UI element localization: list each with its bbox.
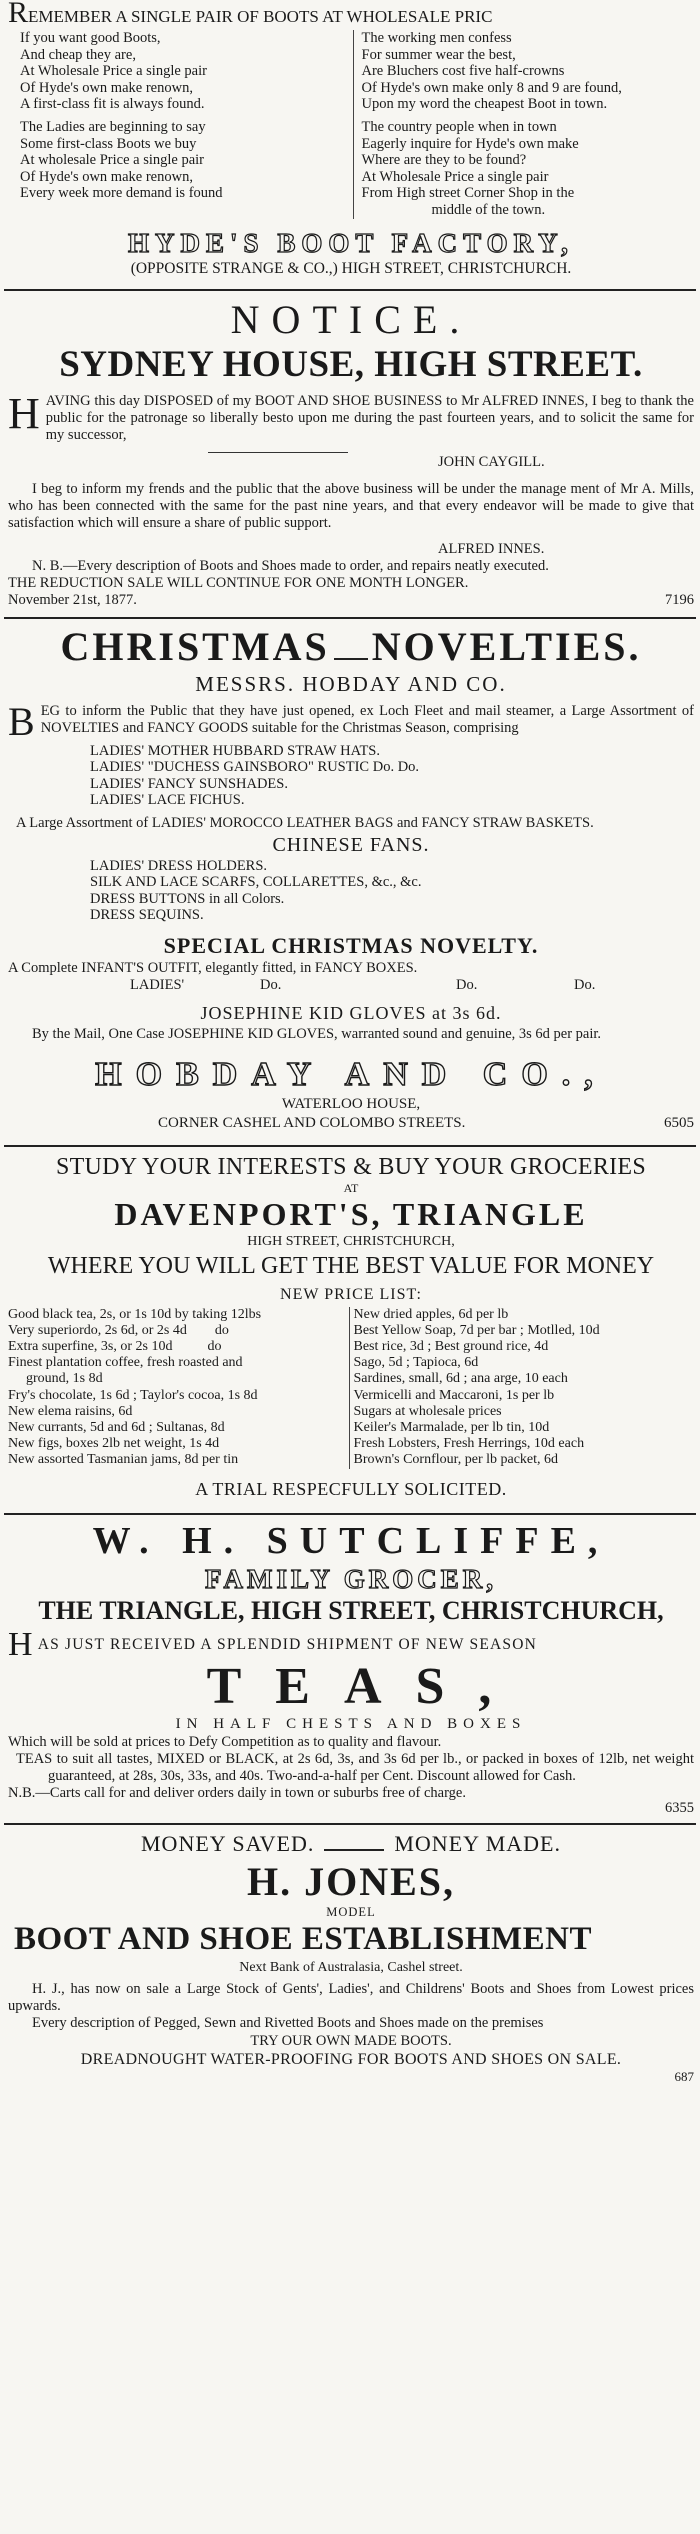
price-item: New dried apples, 6d per lb xyxy=(353,1306,509,1322)
headline-text: EMEMBER A SINGLE PAIR OF BOOTS AT WHOLESALE PRIC xyxy=(28,7,493,26)
boot-shoe-establishment: BOOT AND SHOE ESTABLISHMENT xyxy=(14,1920,593,1957)
verse-line: From High street Corner Shop in the xyxy=(361,185,575,202)
list-item: LADIES' "DUCHESS GAINSBORO" RUSTIC Do. Do. xyxy=(90,759,420,776)
next-bank-line: Next Bank of Australasia, Cashel street. xyxy=(239,1959,463,1975)
outfit-ladies: LADIES' xyxy=(130,976,185,993)
price-item: New figs, boxes 2lb net weight, 1s 4d xyxy=(8,1436,220,1452)
factory-name: HYDE'S BOOT FACTORY, xyxy=(128,227,574,258)
list-item: SILK AND LACE SCARFS, COLLARETTES, &c., &c. xyxy=(90,874,422,891)
verse-left xyxy=(8,30,353,219)
price-item: Sago, 5d ; Tapioca, 6d xyxy=(353,1355,479,1371)
kid-gloves-body: By the Mail, One Case JOSEPHINE KID GLOVES, warranted sound and genuine, 3s 6d per pair. xyxy=(32,1025,602,1042)
outfit-line: A Complete INFANT'S OUTFIT, elegantly fitted, in FANCY BOXES. xyxy=(8,959,418,976)
streets: CORNER CASHEL AND COLOMBO STREETS. xyxy=(158,1114,466,1131)
price-item: New assorted Tasmanian jams, 8d per tin xyxy=(8,1452,239,1468)
price-item: Best Yellow Soap, 7d per bar ; Motlled, 10d xyxy=(353,1322,600,1338)
sutcliffe-name: W. H. SUTCLIFFE, xyxy=(92,1519,610,1562)
verse-line: For summer wear the best, xyxy=(361,46,516,63)
list-item: DRESS BUTTONS in all Colors. xyxy=(90,890,285,907)
novelty-list xyxy=(8,743,694,809)
price-item: Fry's chocolate, 1s 6d ; Taylor's cocoa, 1s 8d xyxy=(8,1387,258,1403)
list-item: LADIES' DRESS HOLDERS. xyxy=(90,857,268,874)
ad-number: 6505 xyxy=(664,1114,694,1131)
outfit-do: Do. xyxy=(456,976,478,993)
model-line: MODEL xyxy=(326,1904,376,1919)
ad-sydney-house xyxy=(0,297,700,609)
title-right: NOVELTIES. xyxy=(371,623,642,669)
price-item: Best rice, 3d ; Best ground rice, 4d xyxy=(353,1338,549,1354)
try-our-boots: TRY OUR OWN MADE BOOTS. xyxy=(250,2032,452,2049)
davenports-title: DAVENPORT'S, TRIANGLE xyxy=(114,1195,588,1232)
price-item: Sardines, small, 6d ; ana arge, 10 each xyxy=(353,1371,568,1387)
streets-row xyxy=(8,1114,694,1133)
verse-line: At wholesale Price a single pair xyxy=(20,152,205,169)
list-item: DRESS SEQUINS. xyxy=(90,907,204,924)
verse-line: Eagerly inquire for Hyde's own make xyxy=(361,135,579,152)
list-item: LADIES' MOTHER HUBBARD STRAW HATS. xyxy=(90,742,380,759)
verse-columns xyxy=(8,30,694,219)
kid-gloves-heading: JOSEPHINE KID GLOVES at 3s 6d. xyxy=(200,1002,502,1023)
verse-line: middle of the town. xyxy=(431,201,546,218)
sutcliffe-address: THE TRIANGLE, HIGH STREET, CHRISTCHURCH, xyxy=(38,1595,664,1625)
price-item: Finest plantation coffee, fresh roasted and xyxy=(8,1355,243,1371)
list-item: LADIES' FANCY SUNSHADES. xyxy=(90,775,288,792)
family-grocer: FAMILY GROCER, xyxy=(204,1563,497,1594)
ad-headline xyxy=(8,2,694,28)
price-column-right xyxy=(349,1307,695,1469)
h-jones-name: H. JONES, xyxy=(246,1858,456,1904)
chinese-fans: CHINESE FANS. xyxy=(272,833,430,856)
price-item: Extra superfine, 3s, or 2s 10d do xyxy=(8,1338,222,1354)
price-list xyxy=(8,1307,694,1469)
verse-line: The working men confess xyxy=(361,30,512,46)
half-chests-line: IN HALF CHESTS AND BOXES xyxy=(175,1715,527,1732)
outfit-do: Do. xyxy=(574,976,596,993)
ad-hobday-novelties xyxy=(0,623,700,1133)
factory-address: (OPPOSITE STRANGE & CO.,) HIGH STREET, CHRISTCHURCH. xyxy=(130,259,572,277)
verse-line: At Wholesale Price a single pair xyxy=(20,63,207,80)
verse-line: A first-class fit is always found. xyxy=(20,96,205,113)
shipment-line xyxy=(8,1625,694,1663)
christmas-novelties-title xyxy=(8,623,694,671)
outfit-ladies-line xyxy=(8,977,694,994)
shipment-text: AS JUST RECEIVED A SPLENDID SHIPMENT OF NEW SEASON xyxy=(37,1635,537,1653)
verse-line: At Wholesale Price a single pair xyxy=(361,168,549,185)
messrs-line: MESSRS. HOBDAY AND CO. xyxy=(195,671,507,696)
trial-solicited: A TRIAL RESPECFULLY SOLICITED. xyxy=(195,1478,507,1499)
verse-line: And cheap they are, xyxy=(20,46,136,63)
price-item: Keiler's Marmalade, per lb tin, 10d xyxy=(353,1419,550,1435)
verse-line: Of Hyde's own make only 8 and 9 are found, xyxy=(361,79,622,96)
verse-line: The Ladies are beginning to say xyxy=(20,118,206,135)
verse-line: If you want good Boots, xyxy=(20,30,161,46)
verse-line: Of Hyde's own make renown, xyxy=(20,79,193,96)
list-item: LADIES' LACE FICHUS. xyxy=(90,792,245,809)
drop-cap: B xyxy=(8,698,35,744)
verse-line: Of Hyde's own make renown, xyxy=(20,168,193,185)
verse-line: Where are they to be found? xyxy=(361,152,527,169)
price-column-left xyxy=(8,1307,349,1469)
verse-line: Upon my word the cheapest Boot in town. xyxy=(361,96,608,113)
at-line: AT xyxy=(343,1180,359,1195)
divider xyxy=(4,289,696,291)
price-item: ground, 1s 8d xyxy=(26,1371,103,1387)
outfit-do: Do. xyxy=(260,976,282,993)
date-row xyxy=(8,592,694,609)
innes-paragraph: I beg to inform my frends and the public that the above business will be under the manage ment of Mr A. Mills, who has been connected with the same for the past nine years, and that every endeavor will be made to give that satisfaction which will ensure a share of public support. xyxy=(8,480,694,531)
ad-number: 687 xyxy=(674,2068,694,2084)
verse-line: Are Bluchers cost five half-crowns xyxy=(361,63,565,80)
verse-line: Every week more demand is found xyxy=(20,185,223,202)
notice-date: November 21st, 1877. xyxy=(8,591,137,608)
drop-cap: H xyxy=(8,388,40,438)
dreadnought-line: DREADNOUGHT WATER-PROOFING FOR BOOTS AND SHOES ON SALE. xyxy=(80,2050,622,2068)
ad-sutcliffe xyxy=(0,1519,700,1817)
best-value-line: WHERE YOU WILL GET THE BEST VALUE FOR MONEY xyxy=(47,1252,655,1279)
hobday-firm-name: HOBDAY AND CO., xyxy=(95,1055,607,1093)
price-item: Good black tea, 2s, or 1s 10d by taking 12lbs xyxy=(8,1306,262,1322)
price-item: Vermicelli and Maccaroni, 1s per lb xyxy=(353,1387,555,1403)
title-left: CHRISTMAS xyxy=(60,623,330,669)
study-headline: STUDY YOUR INTERESTS & BUY YOUR GROCERIES xyxy=(55,1153,647,1180)
price-item: Fresh Lobsters, Fresh Herrings, 10d each xyxy=(353,1436,585,1452)
paragraph-text: AVING this day DISPOSED of my BOOT AND SHOE BUSINESS to Mr ALFRED INNES, I beg to thank the public for the patronage so liberally besto upon me during the past fourteen years, and to solicit the same for my successor, xyxy=(45,392,694,443)
price-item: Sugars at wholesale prices xyxy=(353,1403,502,1419)
stock-paragraph: H. J., has now on sale a Large Stock of Gents', Ladies', and Childrens' Boots and Shoes from Lowest prices upwards. xyxy=(8,1980,694,2014)
price-item: New currants, 5d and 6d ; Sultanas, 8d xyxy=(8,1419,225,1435)
carts-nb: N.B.—Carts call for and deliver orders daily in town or suburbs free of charge. xyxy=(8,1784,466,1801)
divider xyxy=(4,1513,696,1515)
teas-prices: TEAS to suit all tastes, MIXED or BLACK, at 2s 6d, 3s, and 3s 6d per lb., or packed in boxes of 12lb, net weight guaranteed, at 28s, 30s, 33s, and 40s. Two-and-a-half per Cent. Discount allowed for Cash. xyxy=(16,1750,694,1784)
nb-line: N. B.—Every description of Boots and Shoes made to order, and repairs neatly executed. xyxy=(32,557,549,574)
divider xyxy=(4,617,696,619)
ad-h-jones xyxy=(0,1829,700,2084)
reduction-sale: THE REDUCTION SALE WILL CONTINUE FOR ONE MONTH LONGER. xyxy=(8,574,469,591)
price-item: Very superiordo, 2s 6d, or 2s 4d do xyxy=(8,1322,229,1338)
ad-davenports xyxy=(0,1153,700,1501)
price-item: New elema raisins, 6d xyxy=(8,1403,133,1419)
intro-paragraph xyxy=(8,698,694,744)
verse-line: The country people when in town xyxy=(361,118,557,135)
ad-number: 7196 xyxy=(665,591,694,608)
defy-competition: Which will be sold at prices to Defy Competition as to quality and flavour. xyxy=(8,1733,442,1750)
money-made: MONEY MADE. xyxy=(394,1830,561,1856)
verse-right xyxy=(353,30,695,219)
pegged-paragraph: Every description of Pegged, Sewn and Rivetted Boots and Shoes made on the premises xyxy=(32,2014,544,2031)
signature-caygill: JOHN CAYGILL. xyxy=(438,453,545,470)
morocco-line: A Large Assortment of LADIES' MOROCCO LEATHER BAGS and FANCY STRAW BASKETS. xyxy=(16,814,594,831)
price-item: Brown's Cornflour, per lb packet, 6d xyxy=(353,1452,559,1468)
money-saved: MONEY SAVED. xyxy=(141,1830,315,1856)
verse-line: Some first-class Boots we buy xyxy=(20,135,197,152)
money-saved-made xyxy=(8,1829,694,1859)
paragraph-text: EG to inform the Public that they have just opened, ex Loch Fleet and mail steamer, a Large Assortment of NOVELTIES and FANCY GOODS suitable for the Christmas Season, comprising xyxy=(40,702,694,736)
caygill-paragraph xyxy=(8,388,694,444)
signature-innes: ALFRED INNES. xyxy=(438,540,545,557)
dress-list xyxy=(8,858,694,924)
ad-hydes-boot-factory xyxy=(0,0,700,279)
ad-number: 6355 xyxy=(665,1799,694,1816)
davenports-street: HIGH STREET, CHRISTCHURCH, xyxy=(247,1233,455,1249)
divider xyxy=(4,1145,696,1147)
notice-heading: NOTICE. xyxy=(230,296,472,342)
teas-heading: TEAS, xyxy=(206,1657,526,1715)
price-list-heading: NEW PRICE LIST: xyxy=(280,1285,422,1303)
divider xyxy=(4,1823,696,1825)
drop-cap: H xyxy=(8,1625,34,1663)
special-novelty: SPECIAL CHRISTMAS NOVELTY. xyxy=(163,932,539,958)
drop-cap: R xyxy=(8,2,29,28)
waterloo-house: WATERLOO HOUSE, xyxy=(281,1095,421,1112)
sydney-house-title: SYDNEY HOUSE, HIGH STREET. xyxy=(59,343,643,385)
